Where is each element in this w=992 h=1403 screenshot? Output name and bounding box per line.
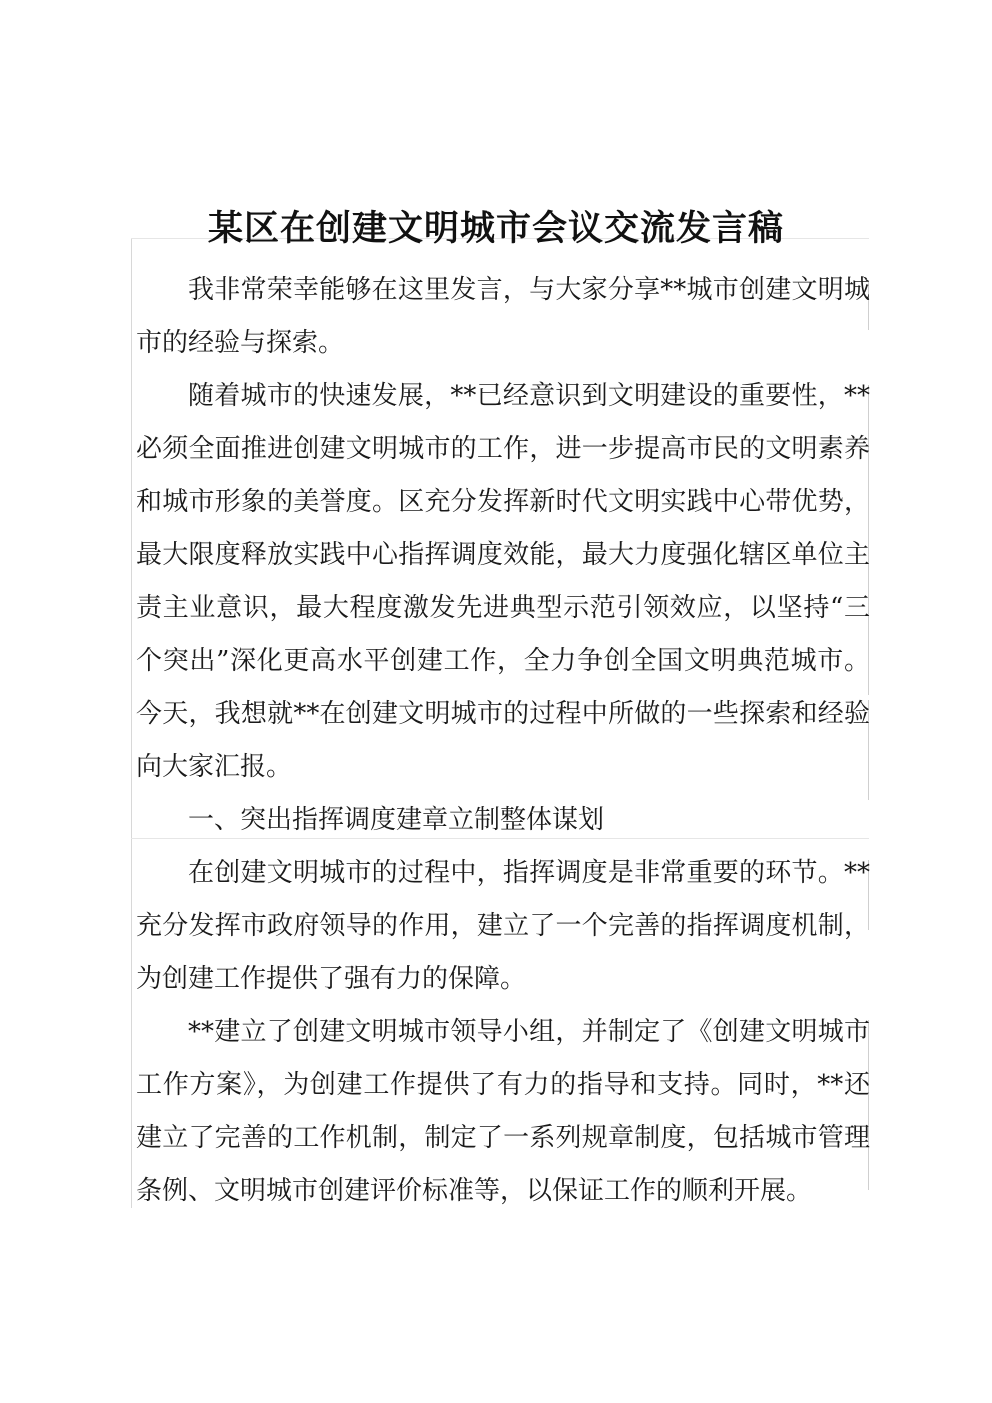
- paragraph-background: 随着城市的快速发展，**已经意识到文明建设的重要性，**必须全面推进创建文明城市的工作，进一步提高市民的文明素养和城市形象的美誉度。区充分发挥新时代文明实践中心带优势，最大限度释放实践中心指挥调度效能，最大力度强化辖区单位主责主业意识，最大程度激发先进典型示范引领效应，以坚持“三个突出”深化更高水平创建工作，全力争创全国文明典范城市。今天，我想就**在创建文明城市的过程中所做的一些探索和经验向大家汇报。: [136, 381, 870, 782]
- section-heading: 一、突出指挥调度建章立制整体谋划: [188, 805, 605, 835]
- paragraph-command: 在创建文明城市的过程中，指挥调度是非常重要的环节。**充分发挥市政府领导的作用，建立了一个完善的指挥调度机制，为创建工作提供了强有力的保障。: [136, 858, 870, 994]
- document-title: 某区在创建文明城市会议交流发言稿: [207, 209, 784, 250]
- paragraph-leadership: **建立了创建文明城市领导小组，并制定了《创建文明城市工作方案》，为创建工作提供了有力的指导和支持。同时，**还建立了完善的工作机制，制定了一系列规章制度，包括城市管理条例、文明城市创建评价标准等，以保证工作的顺利开展。: [136, 1017, 870, 1206]
- document-body: [136, 264, 870, 1218]
- margin-guide-left: [131, 238, 132, 1208]
- paragraph-intro: 我非常荣幸能够在这里发言，与大家分享**城市创建文明城市的经验与探索。: [136, 275, 870, 358]
